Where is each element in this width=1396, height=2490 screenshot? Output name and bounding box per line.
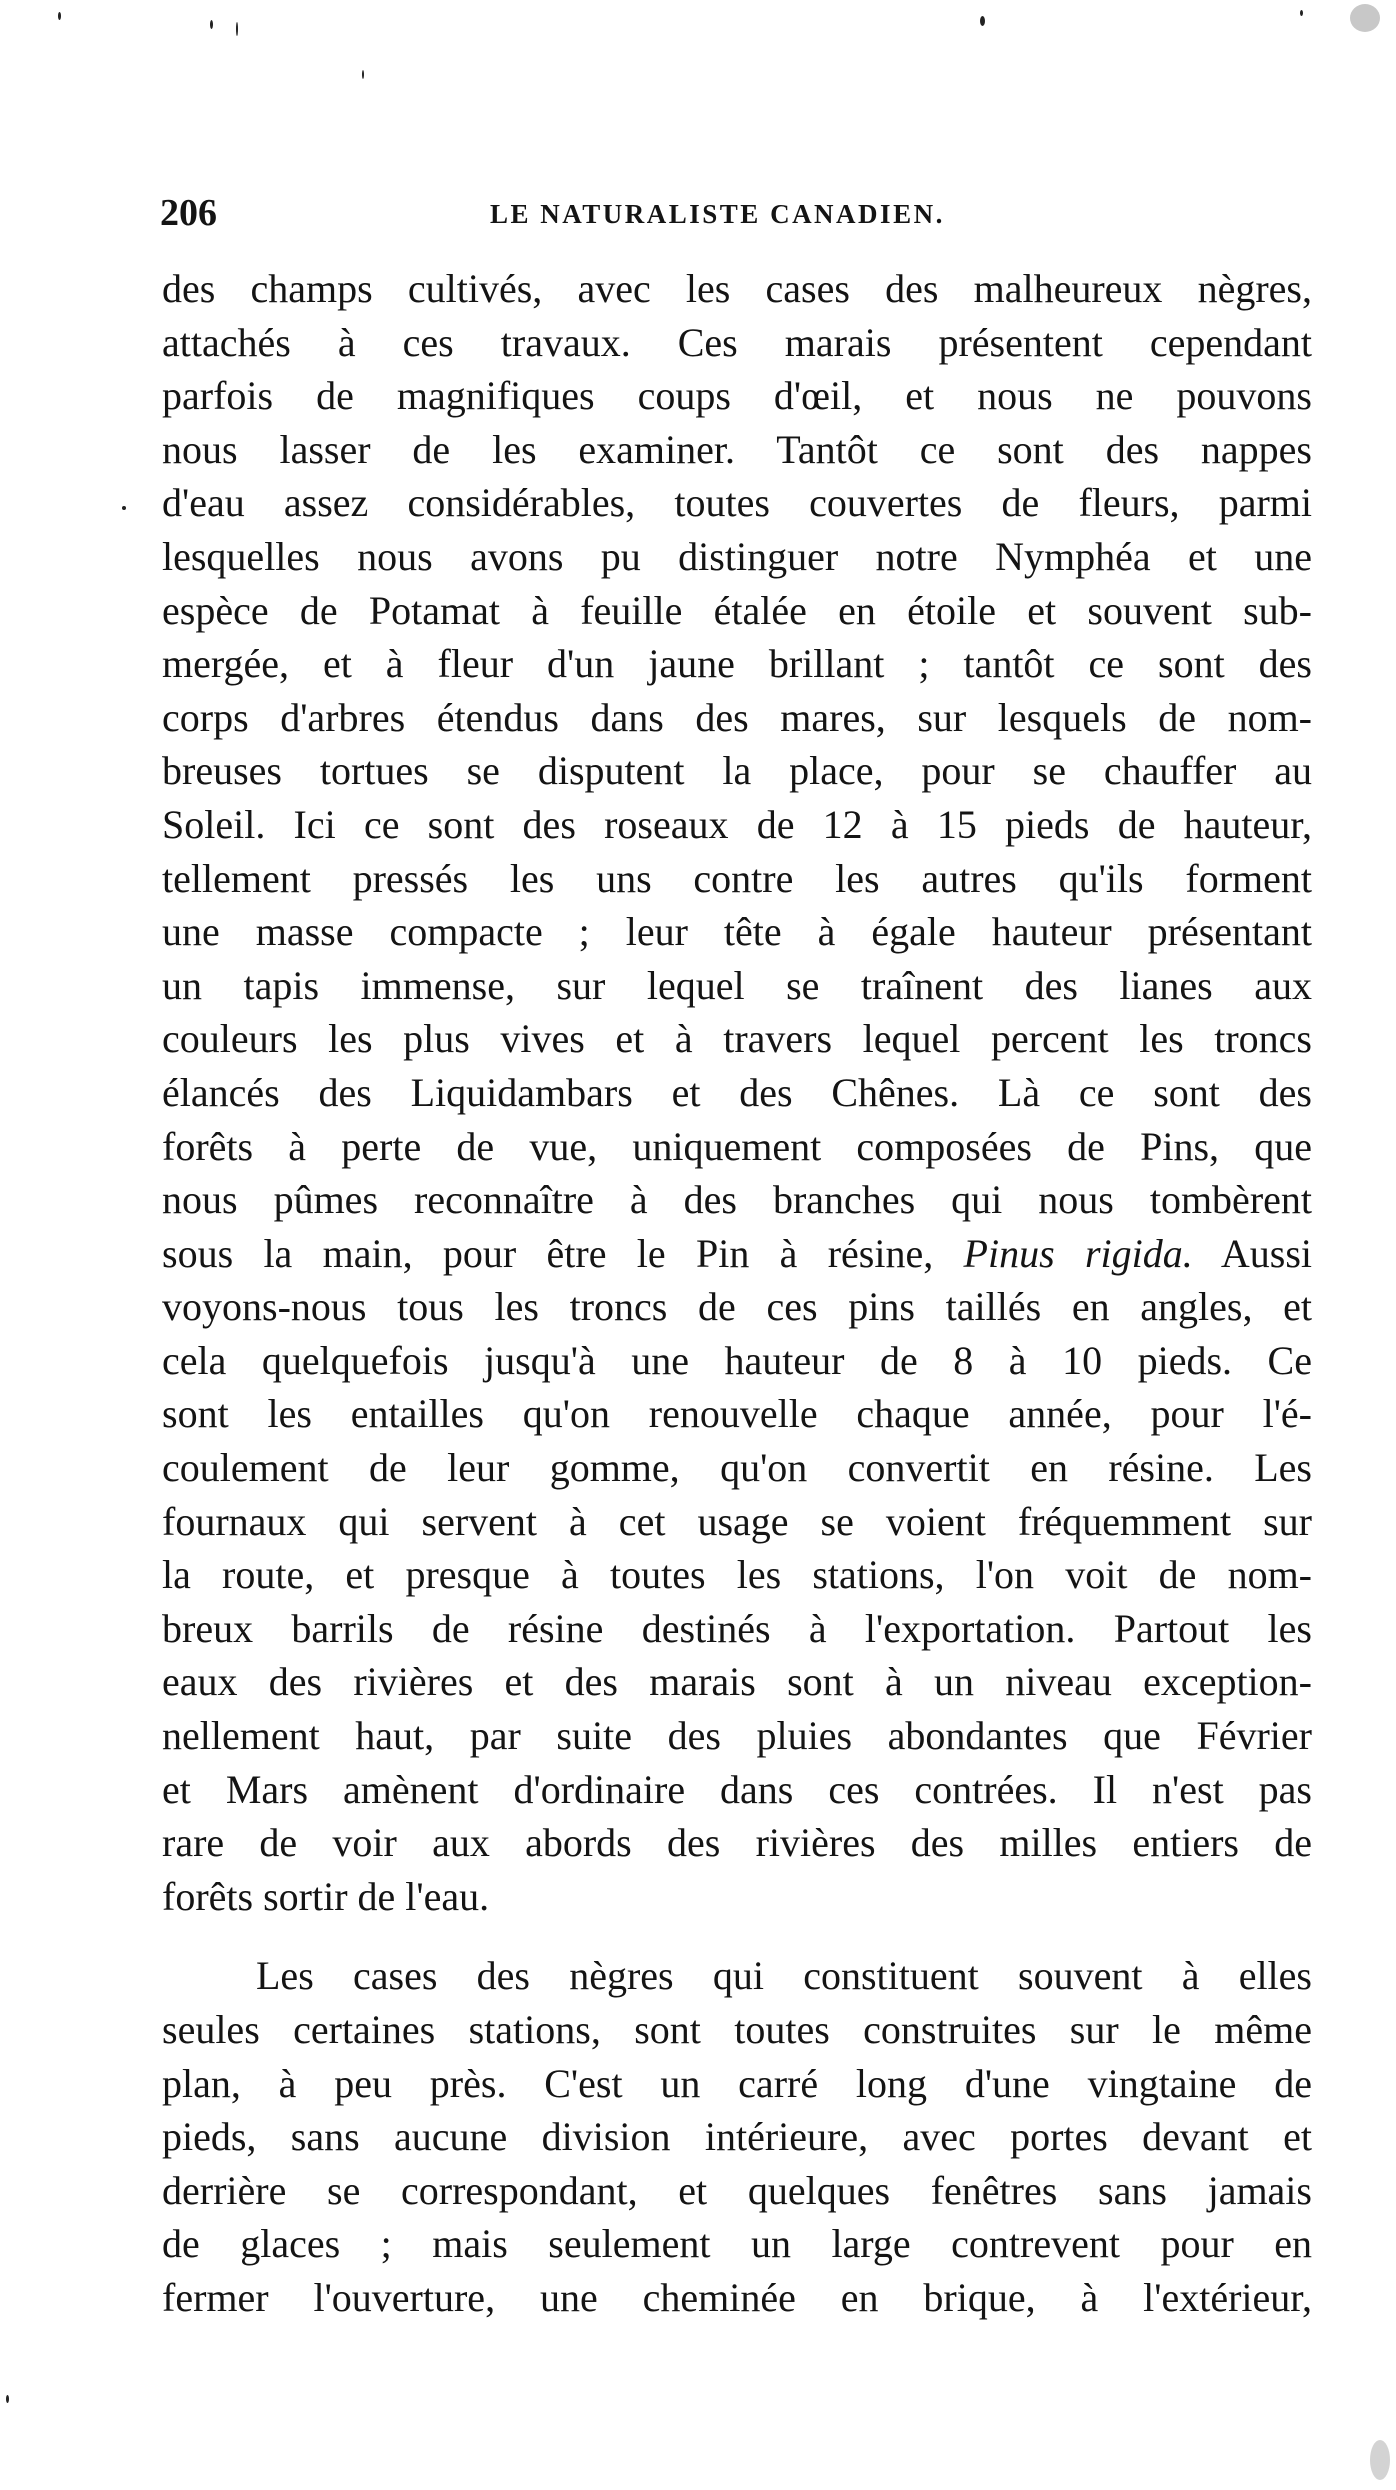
scan-speck xyxy=(122,506,126,510)
scan-speck xyxy=(6,2395,9,2403)
page-number: 206 xyxy=(160,192,217,234)
text-line: nellement haut, par suite des pluies abondantes que Février xyxy=(162,1713,1312,1759)
text-line: parfois de magnifiques coups d'œil, et nous ne pouvons xyxy=(162,373,1312,419)
text-line: fournaux qui servent à cet usage se voient fréquemment sur xyxy=(162,1498,1312,1544)
text-line: derrière se correspondant, et quelques fenêtres sans jamais xyxy=(162,2167,1312,2213)
text-line: eaux des rivières et des marais sont à un niveau exception- xyxy=(162,1659,1312,1705)
scan-speck xyxy=(1350,4,1380,32)
text-line: voyons-nous tous les troncs de ces pins taillés en angles, et xyxy=(162,1284,1312,1330)
text-line: plan, à peu près. C'est un carré long d'une vingtaine de xyxy=(162,2060,1312,2106)
paragraph-1 xyxy=(162,262,1312,1923)
scan-speck xyxy=(236,22,238,36)
scan-speck xyxy=(980,16,985,26)
text-line: forêts sortir de l'eau. xyxy=(162,1873,490,1919)
page-header xyxy=(160,188,1312,238)
running-head: LE NATURALISTE CANADIEN. xyxy=(490,199,945,229)
text-segment: Aussi xyxy=(1220,1230,1312,1276)
text-segment: sous la main, pour être le Pin à résine, xyxy=(162,1230,934,1276)
text-line: pieds, sans aucune division intérieure, avec portes devant et xyxy=(162,2114,1312,2160)
scan-speck xyxy=(1370,2440,1390,2480)
text-line: nous pûmes reconnaître à des branches qui nous tombèrent xyxy=(162,1177,1312,1223)
text-line: une masse compacte ; leur tête à égale hauteur présentant xyxy=(162,909,1312,955)
text-line: coulement de leur gomme, qu'on convertit en résine. Les xyxy=(162,1445,1312,1491)
text-line: forêts à perte de vue, uniquement composées de Pins, que xyxy=(162,1123,1312,1169)
paragraph-gap xyxy=(162,1923,1312,1949)
text-line: seules certaines stations, sont toutes construites sur le même xyxy=(162,2007,1312,2052)
text-line: des champs cultivés, avec les cases des malheureux nègres, xyxy=(162,266,1312,311)
text-line: breuses tortues se disputent la place, pour se chauffer au xyxy=(162,748,1312,794)
text-line: Les cases des nègres qui constituent souvent à elles xyxy=(256,1953,1312,1999)
text-line: la route, et presque à toutes les stations, l'on voit de nom- xyxy=(162,1552,1312,1598)
text-line: breux barrils de résine destinés à l'exportation. Partout les xyxy=(162,1605,1312,1651)
text-line: lesquelles nous avons pu distinguer notre Nymphéa et une xyxy=(162,533,1312,579)
latin-name: Pinus rigida. xyxy=(963,1230,1193,1276)
text-line: et Mars amènent d'ordinaire dans ces contrées. Il n'est pas xyxy=(162,1766,1312,1812)
scan-speck xyxy=(210,20,213,29)
scan-speck xyxy=(362,70,364,79)
text-line: rare de voir aux abords des rivières des milles entiers de xyxy=(162,1820,1312,1866)
body-text xyxy=(162,262,1312,2325)
text-line: de glaces ; mais seulement un large contrevent pour en xyxy=(162,2221,1312,2267)
text-line xyxy=(162,1227,1312,1281)
text-line: sont les entailles qu'on renouvelle chaque année, pour l'é- xyxy=(162,1391,1312,1437)
text-line: un tapis immense, sur lequel se traînent des lianes aux xyxy=(162,962,1312,1008)
text-line: cela quelquefois jusqu'à une hauteur de 8 à 10 pieds. Ce xyxy=(162,1337,1312,1383)
scan-speck xyxy=(58,12,61,20)
text-line: attachés à ces travaux. Ces marais présentent cependant xyxy=(162,319,1312,365)
text-line: corps d'arbres étendus dans des mares, sur lesquels de nom- xyxy=(162,694,1312,740)
text-line: mergée, et à fleur d'un jaune brillant ; tantôt ce sont des xyxy=(162,641,1312,687)
text-line: tellement pressés les uns contre les autres qu'ils forment xyxy=(162,855,1312,901)
text-line: nous lasser de les examiner. Tantôt ce sont des nappes xyxy=(162,426,1312,472)
text-line: fermer l'ouverture, une cheminée en brique, à l'extérieur, xyxy=(162,2274,1312,2320)
scan-speck xyxy=(1300,10,1303,16)
text-line: couleurs les plus vives et à travers lequel percent les troncs xyxy=(162,1016,1312,1062)
text-line: espèce de Potamat à feuille étalée en étoile et souvent sub- xyxy=(162,587,1312,633)
text-line: d'eau assez considérables, toutes couvertes de fleurs, parmi xyxy=(162,480,1312,526)
text-line: Soleil. Ici ce sont des roseaux de 12 à 15 pieds de hauteur, xyxy=(162,801,1312,847)
paragraph-2 xyxy=(162,1949,1312,2324)
text-line: élancés des Liquidambars et des Chênes. Là ce sont des xyxy=(162,1069,1312,1115)
